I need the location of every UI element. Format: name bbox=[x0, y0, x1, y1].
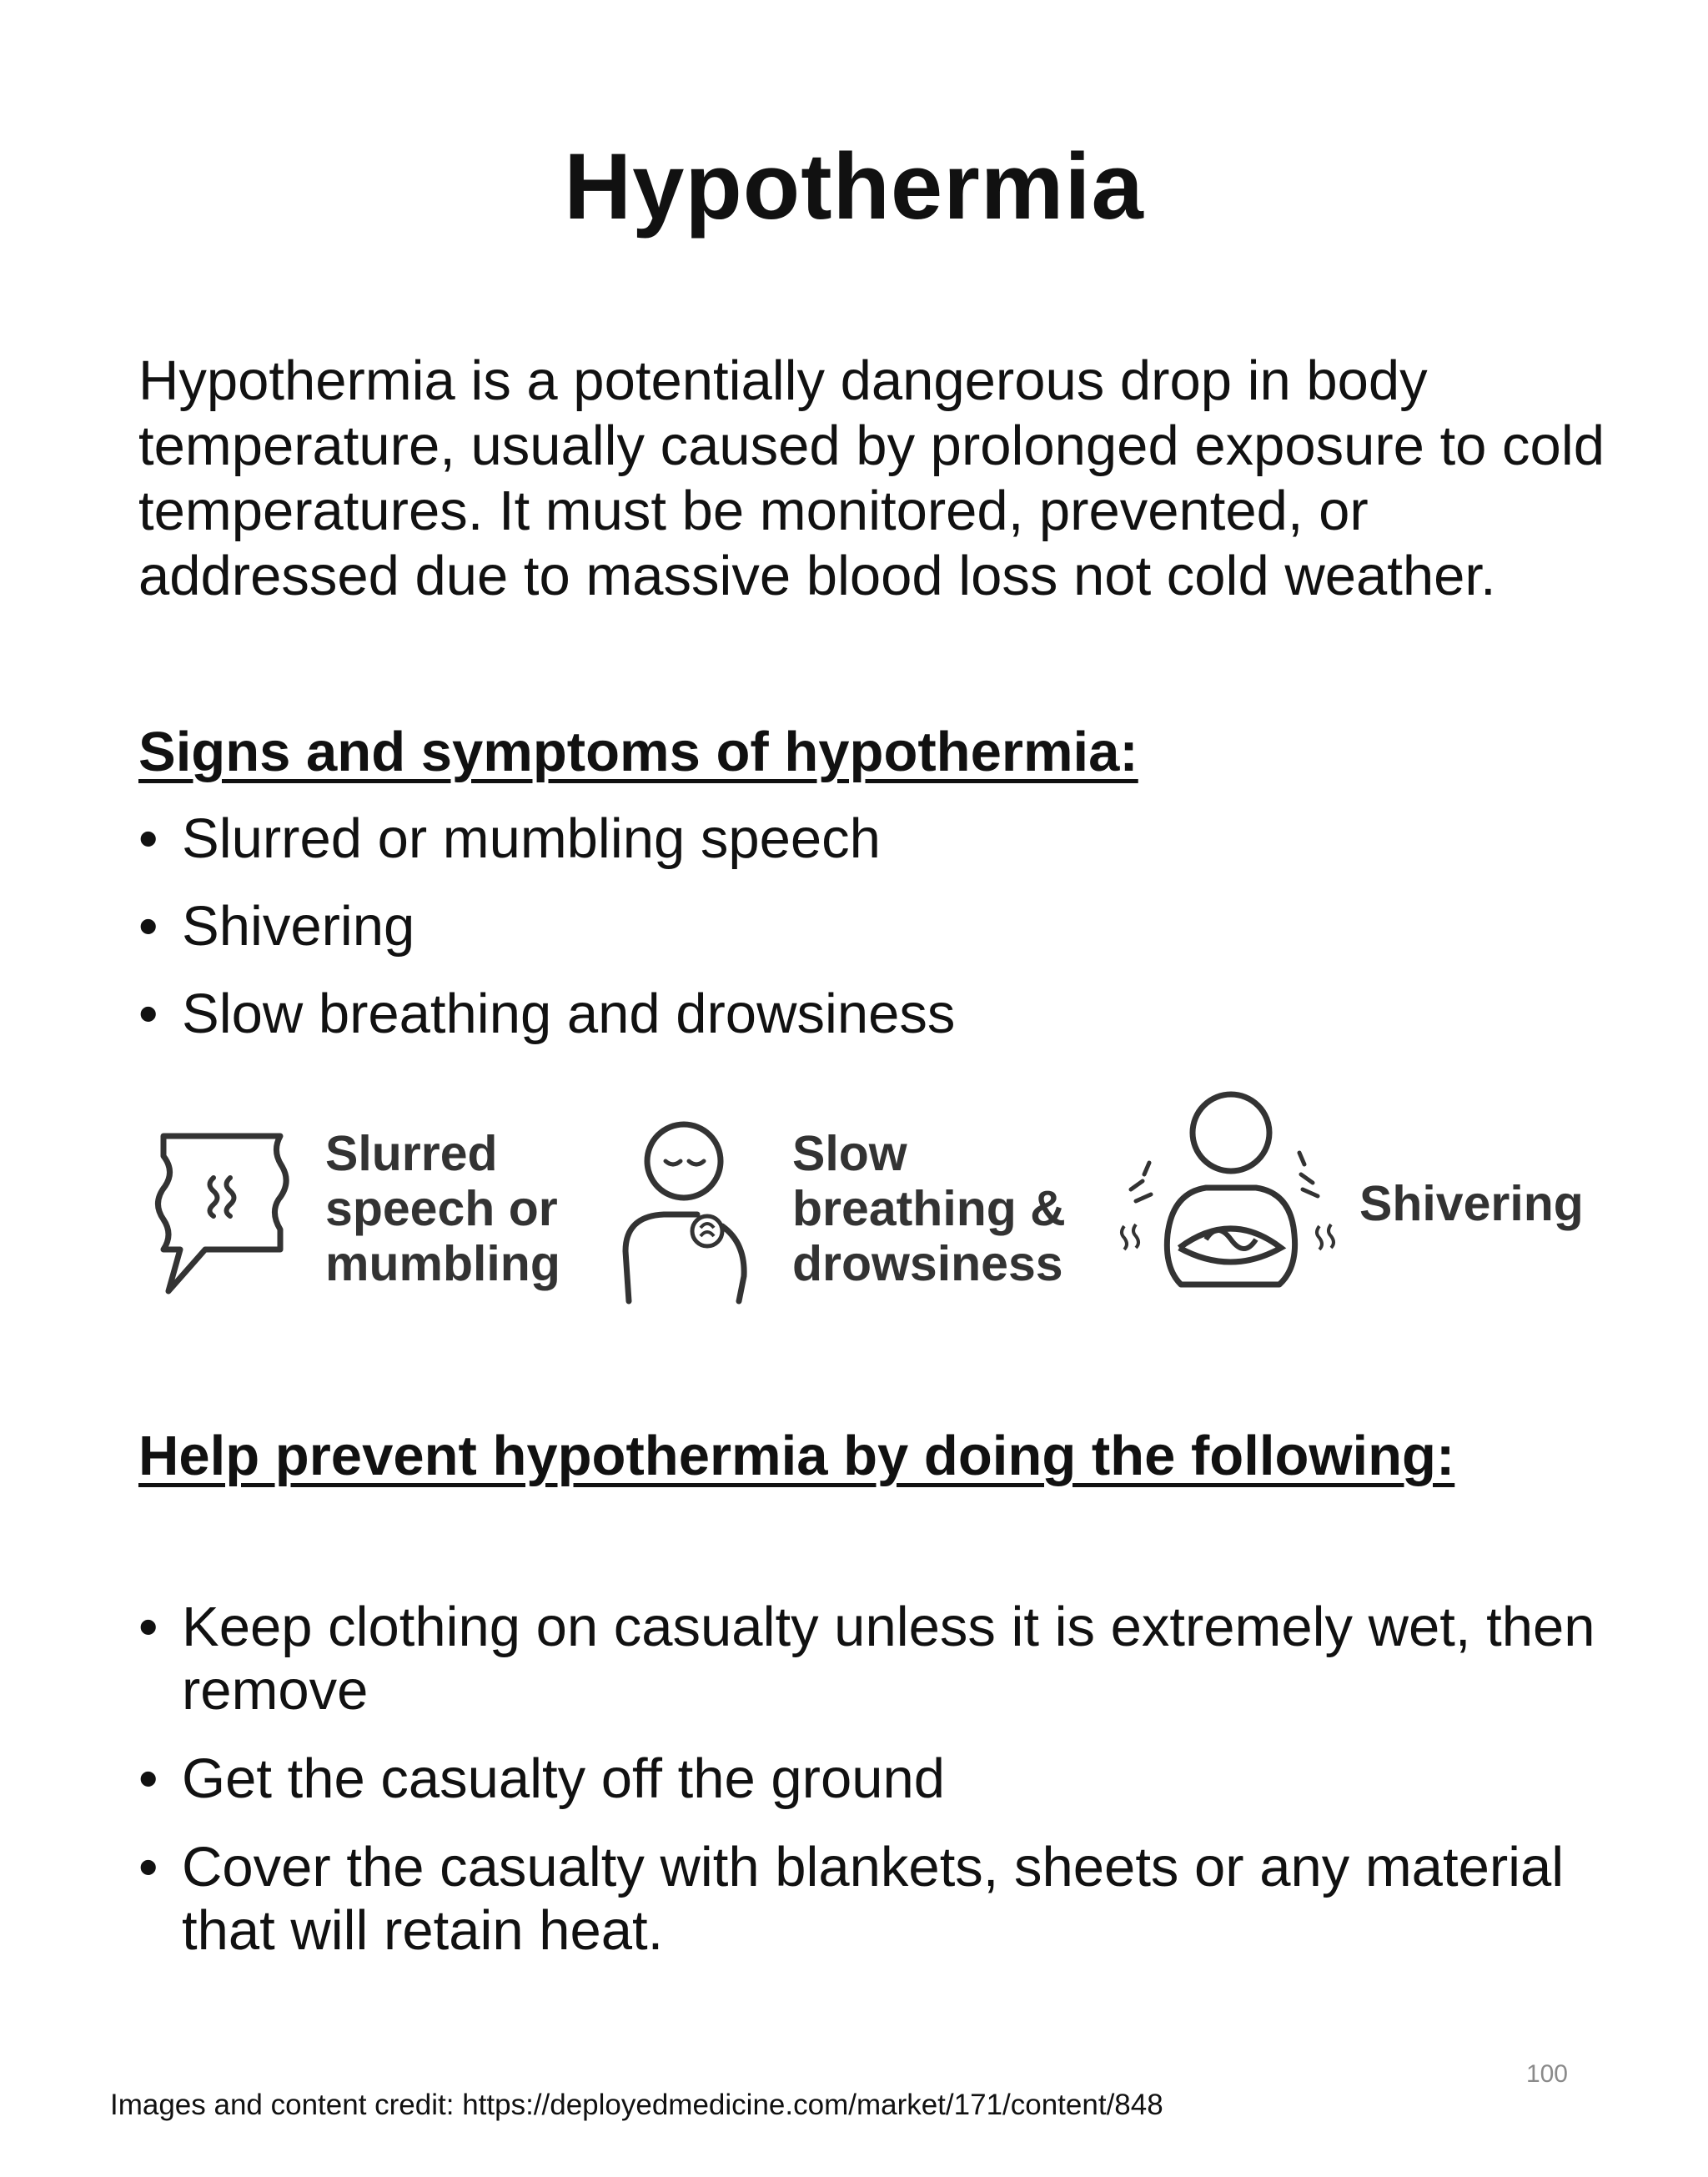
person-shivering-icon bbox=[1114, 1084, 1348, 1293]
list-item: • Slurred or mumbling speech bbox=[138, 807, 1606, 871]
graphic-label-slurred-speech: Slurred speech or mumbling bbox=[325, 1126, 560, 1291]
signs-list bbox=[138, 807, 1606, 1070]
page-number: 100 bbox=[1525, 2060, 1568, 2088]
page-title: Hypothermia bbox=[564, 134, 1144, 239]
symptoms-graphic bbox=[142, 1093, 1610, 1310]
image-credit: Images and content credit: https://deployedmedicine.com/market/171/content/848 bbox=[110, 2089, 1163, 2121]
prevention-heading: Help prevent hypothermia by doing the following: bbox=[138, 1425, 1455, 1487]
person-breathing-icon bbox=[614, 1118, 756, 1310]
prevention-list bbox=[138, 1596, 1606, 1988]
speech-bubble-icon bbox=[147, 1126, 297, 1301]
list-item: • Shivering bbox=[138, 895, 1606, 958]
list-item: • Keep clothing on casualty unless it is extremely wet, then remove bbox=[138, 1596, 1606, 1722]
signs-heading: Signs and symptoms of hypothermia: bbox=[138, 721, 1138, 783]
graphic-label-shivering: Shivering bbox=[1359, 1176, 1584, 1231]
list-item: • Get the casualty off the ground bbox=[138, 1747, 1606, 1811]
list-item: • Cover the casualty with blankets, sheets or any material that will retain heat. bbox=[138, 1836, 1606, 1963]
intro-paragraph: Hypothermia is a potentially dangerous drop in body temperature, usually caused by prolonged exposure to cold temperatures. It must be monitored, prevented, or addressed due to massive blood loss not cold weather. bbox=[138, 349, 1605, 607]
graphic-label-slow-breathing: Slow breathing & drowsiness bbox=[792, 1126, 1066, 1291]
list-item: • Slow breathing and drowsiness bbox=[138, 983, 1606, 1046]
